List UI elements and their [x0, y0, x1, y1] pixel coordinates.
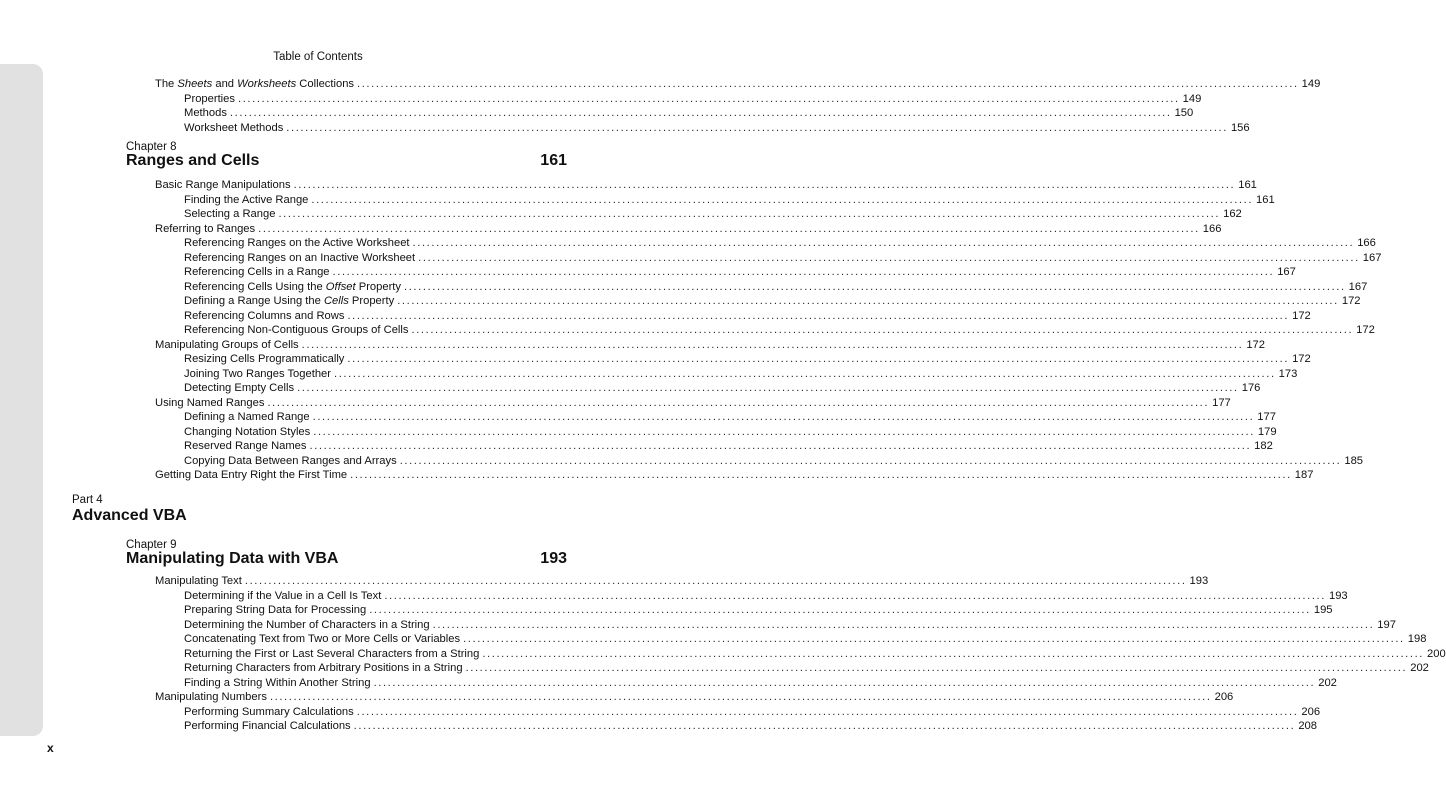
toc-leader-dots: ........................................................................................................................................................................................................: [350, 469, 1292, 481]
toc-entry: [184, 439, 1273, 453]
toc-entry: [184, 618, 1396, 632]
toc-entry: [184, 454, 1364, 468]
toc-entry: [184, 719, 1317, 733]
toc-entry: [155, 222, 1222, 236]
chapter-8-page: 161: [540, 152, 567, 169]
toc-entry-title: [184, 106, 230, 120]
toc-leader-dots: ........................................................................................................................................................................................................: [286, 121, 1228, 134]
toc-entry-page: 182: [1254, 440, 1273, 452]
toc-entry-page: 162: [1223, 208, 1242, 220]
toc-entry: [184, 280, 1368, 294]
toc-entry-page: 193: [1189, 575, 1209, 587]
toc-entry-text: Concatenating Text from Two or More Cells or Variables: [184, 633, 461, 645]
toc-entry-text: Referencing Cells in a Range: [184, 266, 330, 278]
toc-entry: [184, 647, 1446, 661]
toc-entry-page: 172: [1356, 324, 1375, 336]
toc-leader-dots: ........................................................................................................................................................................................................: [347, 309, 1290, 322]
toc-entry-title: [155, 396, 267, 410]
toc-entry: [155, 396, 1231, 410]
toc-entry-text: Referencing Ranges on an Inactive Worksheet: [184, 251, 416, 264]
toc-entry-title: [184, 589, 384, 603]
toc-entry: [184, 661, 1429, 675]
toc-entry-title: [184, 676, 374, 690]
chapter-8-heading: [126, 152, 567, 170]
toc-entry: [155, 338, 1265, 352]
toc-entry-title: [155, 77, 357, 91]
toc-entry-text: Manipulating Numbers: [155, 691, 267, 703]
toc-entry-italic-text: Cells: [323, 295, 349, 307]
toc-entry-text: Detecting Empty Cells: [184, 382, 295, 394]
toc-entry-text: Referencing Columns and Rows: [184, 309, 345, 322]
toc-entry-text: Methods: [184, 107, 227, 119]
toc-entry-text: Manipulating Groups of Cells: [155, 338, 299, 351]
toc-entry: [184, 323, 1375, 337]
toc-entry: [155, 77, 1321, 91]
toc-entry: [184, 236, 1376, 250]
toc-entry-page: 156: [1230, 121, 1250, 134]
toc-entry-title: [155, 690, 270, 704]
running-head: Table of Contents: [273, 51, 363, 63]
toc-leader-dots: ........................................................................................................................................................................................................: [411, 324, 1354, 336]
toc-entry-text: Returning Characters from Arbitrary Positions in a String: [184, 662, 463, 674]
toc-entry-page: 187: [1294, 469, 1314, 481]
toc-entry-page: 167: [1362, 251, 1382, 264]
toc-entry-text: Getting Data Entry Right the First Time: [155, 469, 348, 481]
toc-leader-dots: ........................................................................................................................................................................................................: [301, 338, 1244, 351]
toc-entry-text: Defining a Range Using the: [184, 295, 324, 307]
page-side-tab: [0, 64, 43, 736]
toc-entry-page: 172: [1246, 338, 1265, 351]
toc-entry: [184, 603, 1333, 617]
toc-leader-dots: ........................................................................................................................................................................................................: [244, 575, 1187, 587]
toc-entry-title: [184, 251, 418, 265]
toc-entry: [184, 251, 1382, 265]
toc-entry-text: Finding a String Within Another String: [184, 676, 371, 689]
toc-entry-page: 149: [1301, 78, 1321, 90]
toc-entry-title: [184, 454, 400, 468]
chapter-9-label: Chapter 9: [126, 539, 177, 551]
toc-entry-title: [155, 338, 302, 352]
toc-entry-title: [155, 468, 350, 482]
toc-entry: [184, 352, 1311, 366]
toc-entry-text: Referring to Ranges: [155, 222, 256, 235]
toc-entry-title: [184, 719, 354, 733]
toc-entry-text: The: [155, 78, 178, 90]
toc-entry-text: Reserved Range Names: [184, 440, 307, 452]
toc-entry: [184, 193, 1275, 207]
toc-entry-page: 200: [1427, 647, 1446, 660]
toc-entry-title: [184, 381, 297, 395]
toc-entry-title: [184, 207, 278, 221]
toc-entry-page: 193: [1328, 589, 1348, 602]
toc-leader-dots: ........................................................................................................................................................................................................: [369, 604, 1311, 616]
toc-entry-page: 185: [1344, 454, 1364, 467]
toc-entry-page: 177: [1212, 396, 1231, 409]
toc-entry-title: [155, 222, 258, 236]
toc-entry-italic-text: Offset: [325, 280, 356, 293]
toc-entry-title: [184, 92, 238, 106]
toc-leader-dots: ........................................................................................................................................................................................................: [397, 295, 1339, 307]
toc-entry: [155, 574, 1209, 588]
toc-entry-text: Selecting a Range: [184, 208, 276, 220]
toc-leader-dots: ........................................................................................................................................................................................................: [418, 251, 1360, 264]
toc-entry-title: [184, 323, 412, 337]
toc-entry-title: [184, 661, 466, 675]
toc-entry-title: [184, 294, 397, 308]
toc-entry: [155, 468, 1314, 482]
toc-entry-page: 149: [1182, 92, 1202, 105]
toc-entry: [184, 92, 1202, 106]
toc-entry-title: [184, 425, 313, 439]
toc-entry: [184, 705, 1321, 719]
toc-entry-title: [184, 439, 310, 453]
toc-entry-text: Manipulating Text: [155, 575, 242, 587]
toc-entry-page: 166: [1357, 237, 1376, 249]
page-number: x: [47, 741, 54, 755]
toc-entry-page: 179: [1257, 425, 1277, 438]
toc-entry-title: [184, 309, 347, 323]
toc-entry-title: [184, 705, 357, 719]
toc-entry-title: [155, 574, 245, 588]
toc-entry-text: Property: [355, 280, 402, 293]
toc-entry-title: [184, 367, 334, 381]
toc-entry: [184, 294, 1361, 308]
toc-entry-text: Returning the First or Last Several Characters from a String: [184, 647, 480, 660]
toc-entry-title: [184, 410, 313, 424]
toc-leader-dots: ........................................................................................................................................................................................................: [334, 367, 1276, 380]
toc-entry: [184, 381, 1261, 395]
toc-entry: [184, 676, 1337, 690]
toc-entry-text: Performing Financial Calculations: [184, 720, 351, 732]
toc-entry: [184, 121, 1250, 135]
toc-entry-text: Basic Range Manipulations: [155, 179, 291, 191]
toc-entry-title: [184, 618, 433, 632]
toc-leader-dots: ........................................................................................................................................................................................................: [357, 78, 1299, 90]
toc-entry-title: [184, 647, 482, 661]
toc-leader-dots: ........................................................................................................................................................................................................: [313, 425, 1255, 438]
toc-entry-text: Finding the Active Range: [184, 193, 309, 206]
toc-entry-page: 167: [1348, 280, 1368, 293]
toc-entry: [184, 589, 1348, 603]
toc-entry-page: 172: [1292, 353, 1311, 365]
toc-entry-page: 197: [1377, 618, 1396, 631]
toc-entry-page: 161: [1238, 179, 1257, 191]
toc-entry-text: Determining the Number of Characters in a String: [184, 618, 430, 631]
toc-leader-dots: ........................................................................................................................................................................................................: [404, 280, 1346, 293]
toc-entry-page: 198: [1407, 633, 1427, 645]
part-4-label: Part 4: [72, 494, 103, 506]
toc-entry: [155, 690, 1234, 704]
chapter-9-title: Manipulating Data with VBA: [126, 550, 339, 567]
toc-leader-dots: ........................................................................................................................................................................................................: [465, 662, 1408, 674]
toc-entry: [155, 178, 1257, 192]
toc-entry: [184, 410, 1276, 424]
toc-entry-text: Referencing Non-Contiguous Groups of Cells: [184, 324, 409, 336]
toc-entry-title: [184, 280, 404, 294]
toc-entry-page: 161: [1256, 193, 1275, 206]
toc-leader-dots: ........................................................................................................................................................................................................: [238, 92, 1180, 105]
toc-entry-italic-text: Sheets: [177, 78, 213, 90]
toc-leader-dots: ........................................................................................................................................................................................................: [312, 411, 1255, 423]
toc-entry-page: 208: [1298, 720, 1317, 732]
toc-entry-page: 195: [1313, 604, 1333, 616]
toc-entry-text: Properties: [184, 92, 235, 105]
toc-entry: [184, 632, 1427, 646]
toc-entry-text: Collections: [296, 78, 355, 90]
toc-entry-text: Joining Two Ranges Together: [184, 367, 331, 380]
toc-entry-page: 172: [1341, 295, 1361, 307]
toc-leader-dots: ........................................................................................................................................................................................................: [309, 440, 1252, 452]
toc-leader-dots: ........................................................................................................................................................................................................: [269, 691, 1212, 703]
toc-entry-page: 206: [1214, 691, 1234, 703]
toc-entry-title: [184, 265, 333, 279]
toc-entry-title: [155, 178, 294, 192]
toc-leader-dots: ........................................................................................................................................................................................................: [311, 193, 1254, 206]
toc-entry-page: 166: [1202, 222, 1222, 235]
toc-leader-dots: ........................................................................................................................................................................................................: [293, 179, 1236, 191]
toc-leader-dots: ........................................................................................................................................................................................................: [373, 676, 1316, 689]
toc-entry: [184, 207, 1242, 221]
toc-entry-title: [184, 632, 463, 646]
toc-entry-title: [184, 603, 369, 617]
toc-entry-text: Copying Data Between Ranges and Arrays: [184, 454, 397, 467]
toc-entry-text: Changing Notation Styles: [184, 425, 311, 438]
toc-entry-page: 173: [1278, 367, 1298, 380]
toc-entry-page: 150: [1174, 107, 1194, 119]
toc-leader-dots: ........................................................................................................................................................................................................: [332, 266, 1275, 278]
toc-entry-page: 167: [1277, 266, 1296, 278]
toc-entry-text: Defining a Named Range: [184, 411, 310, 423]
toc-leader-dots: ........................................................................................................................................................................................................: [384, 589, 1326, 602]
chapter-9-page: 193: [540, 550, 567, 567]
toc-entry-text: Property: [348, 295, 395, 307]
toc-entry-page: 202: [1318, 676, 1337, 689]
toc-entry: [184, 425, 1277, 439]
toc-entry: [184, 265, 1296, 279]
toc-entry: [184, 367, 1298, 381]
toc-leader-dots: ........................................................................................................................................................................................................: [278, 208, 1221, 220]
toc-entry-text: Referencing Cells Using the: [184, 280, 326, 293]
toc-entry-text: Worksheet Methods: [184, 121, 284, 134]
toc-leader-dots: ........................................................................................................................................................................................................: [347, 353, 1290, 365]
toc-leader-dots: ........................................................................................................................................................................................................: [412, 237, 1355, 249]
toc-entry-title: [184, 352, 347, 366]
toc-entry-text: Referencing Ranges on the Active Worksheet: [184, 237, 410, 249]
part-4-title: Advanced VBA: [72, 507, 187, 524]
toc-entry-text: Using Named Ranges: [155, 396, 265, 409]
toc-entry-page: 202: [1410, 662, 1429, 674]
toc-leader-dots: ........................................................................................................................................................................................................: [482, 647, 1424, 660]
toc-entry-page: 206: [1301, 705, 1321, 718]
toc-leader-dots: ........................................................................................................................................................................................................: [353, 720, 1296, 732]
toc-leader-dots: ........................................................................................................................................................................................................: [432, 618, 1375, 631]
toc-leader-dots: ........................................................................................................................................................................................................: [356, 705, 1299, 718]
toc-entry-text: Determining if the Value in a Cell Is Text: [184, 589, 382, 602]
toc-leader-dots: ........................................................................................................................................................................................................: [463, 633, 1405, 645]
chapter-8-label: Chapter 8: [126, 141, 177, 153]
toc-entry-text: Performing Summary Calculations: [184, 705, 354, 718]
toc-entry-text: and: [212, 78, 238, 90]
toc-leader-dots: ........................................................................................................................................................................................................: [399, 454, 1342, 467]
toc-entry: [184, 106, 1194, 120]
toc-entry-page: 177: [1257, 411, 1276, 423]
chapter-9-heading: [126, 550, 567, 568]
chapter-8-title: Ranges and Cells: [126, 152, 260, 169]
toc-entry: [184, 309, 1311, 323]
toc-entry-title: [184, 193, 311, 207]
toc-entry-title: [184, 121, 286, 135]
toc-entry-italic-text: Worksheets: [237, 78, 297, 90]
toc-entry-page: 176: [1241, 382, 1261, 394]
toc-leader-dots: ........................................................................................................................................................................................................: [258, 222, 1200, 235]
toc-leader-dots: ........................................................................................................................................................................................................: [229, 107, 1172, 119]
toc-entry-page: 172: [1292, 309, 1311, 322]
toc-entry-text: Resizing Cells Programmatically: [184, 353, 345, 365]
toc-entry-text: Preparing String Data for Processing: [184, 604, 367, 616]
toc-leader-dots: ........................................................................................................................................................................................................: [267, 396, 1210, 409]
toc-leader-dots: ........................................................................................................................................................................................................: [297, 382, 1239, 394]
toc-entry-title: [184, 236, 413, 250]
